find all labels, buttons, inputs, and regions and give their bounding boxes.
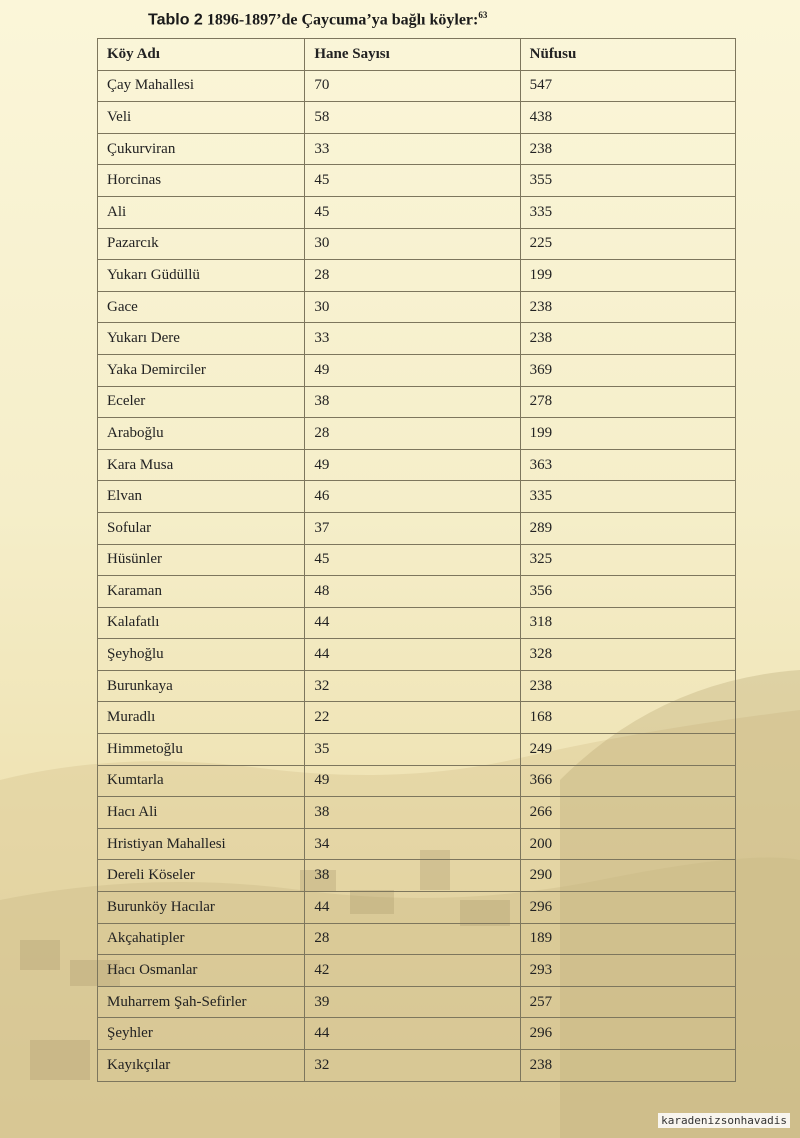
village-name-cell: Muharrem Şah-Sefirler — [98, 986, 305, 1018]
table-row — [98, 955, 736, 987]
table-row — [98, 228, 736, 260]
population-cell: 266 — [520, 797, 735, 829]
household-count-cell: 49 — [305, 354, 520, 386]
table-row — [98, 133, 736, 165]
village-name-cell: Kumtarla — [98, 765, 305, 797]
footnote-marker: 63 — [478, 10, 488, 20]
village-name-cell: Ali — [98, 196, 305, 228]
household-count-cell: 30 — [305, 291, 520, 323]
household-count-cell: 33 — [305, 323, 520, 355]
table-row — [98, 165, 736, 197]
population-cell: 328 — [520, 639, 735, 671]
village-name-cell: Sofular — [98, 512, 305, 544]
table-row — [98, 923, 736, 955]
household-count-cell: 44 — [305, 892, 520, 924]
population-cell: 238 — [520, 291, 735, 323]
village-name-cell: Kara Musa — [98, 449, 305, 481]
table-row — [98, 734, 736, 766]
village-name-cell: Akçahatipler — [98, 923, 305, 955]
village-name-cell: Karaman — [98, 576, 305, 608]
population-cell: 189 — [520, 923, 735, 955]
village-name-cell: Gace — [98, 291, 305, 323]
village-name-cell: Burunköy Hacılar — [98, 892, 305, 924]
household-count-cell: 48 — [305, 576, 520, 608]
header-village-name: Köy Adı — [98, 39, 305, 71]
household-count-cell: 28 — [305, 260, 520, 292]
header-population: Nüfusu — [520, 39, 735, 71]
population-cell: 363 — [520, 449, 735, 481]
population-cell: 199 — [520, 260, 735, 292]
table-row — [98, 892, 736, 924]
table-row — [98, 544, 736, 576]
population-cell: 290 — [520, 860, 735, 892]
village-name-cell: Yukarı Dere — [98, 323, 305, 355]
village-table — [97, 38, 736, 1082]
village-name-cell: Hacı Osmanlar — [98, 955, 305, 987]
population-cell: 318 — [520, 607, 735, 639]
table-row — [98, 607, 736, 639]
population-cell: 168 — [520, 702, 735, 734]
village-name-cell: Pazarcık — [98, 228, 305, 260]
household-count-cell: 37 — [305, 512, 520, 544]
table-row — [98, 323, 736, 355]
table-header-row — [98, 39, 736, 71]
population-cell: 296 — [520, 892, 735, 924]
village-name-cell: Elvan — [98, 481, 305, 513]
household-count-cell: 39 — [305, 986, 520, 1018]
household-count-cell: 33 — [305, 133, 520, 165]
village-name-cell: Veli — [98, 102, 305, 134]
table-row — [98, 418, 736, 450]
watermark: karadenizsonhavadis — [658, 1113, 790, 1128]
village-name-cell: Çukurviran — [98, 133, 305, 165]
table-row — [98, 765, 736, 797]
population-cell: 335 — [520, 196, 735, 228]
population-cell: 200 — [520, 828, 735, 860]
population-cell: 238 — [520, 670, 735, 702]
population-cell: 547 — [520, 70, 735, 102]
village-name-cell: Kalafatlı — [98, 607, 305, 639]
household-count-cell: 45 — [305, 544, 520, 576]
household-count-cell: 38 — [305, 386, 520, 418]
table-caption-text: 1896-1897’de Çaycuma’ya bağlı köyler: — [206, 11, 479, 29]
table-row — [98, 860, 736, 892]
household-count-cell: 49 — [305, 765, 520, 797]
population-cell: 225 — [520, 228, 735, 260]
table-row — [98, 1018, 736, 1050]
household-count-cell: 35 — [305, 734, 520, 766]
village-name-cell: Hacı Ali — [98, 797, 305, 829]
population-cell: 356 — [520, 576, 735, 608]
household-count-cell: 45 — [305, 165, 520, 197]
population-cell: 296 — [520, 1018, 735, 1050]
village-name-cell: Hristiyan Mahallesi — [98, 828, 305, 860]
village-name-cell: Çay Mahallesi — [98, 70, 305, 102]
household-count-cell: 46 — [305, 481, 520, 513]
population-cell: 238 — [520, 133, 735, 165]
household-count-cell: 22 — [305, 702, 520, 734]
village-name-cell: Muradlı — [98, 702, 305, 734]
village-name-cell: Yukarı Güdüllü — [98, 260, 305, 292]
table-row — [98, 828, 736, 860]
household-count-cell: 42 — [305, 955, 520, 987]
population-cell: 289 — [520, 512, 735, 544]
table-row — [98, 449, 736, 481]
village-name-cell: Dereli Köseler — [98, 860, 305, 892]
table-row — [98, 576, 736, 608]
household-count-cell: 38 — [305, 860, 520, 892]
table-caption — [148, 10, 487, 29]
table-row — [98, 1050, 736, 1082]
village-name-cell: Hüsünler — [98, 544, 305, 576]
table-row — [98, 702, 736, 734]
population-cell: 257 — [520, 986, 735, 1018]
household-count-cell: 44 — [305, 639, 520, 671]
household-count-cell: 34 — [305, 828, 520, 860]
household-count-cell: 28 — [305, 418, 520, 450]
household-count-cell: 32 — [305, 1050, 520, 1082]
household-count-cell: 58 — [305, 102, 520, 134]
population-cell: 438 — [520, 102, 735, 134]
population-cell: 355 — [520, 165, 735, 197]
table-row — [98, 102, 736, 134]
population-cell: 278 — [520, 386, 735, 418]
household-count-cell: 44 — [305, 1018, 520, 1050]
population-cell: 238 — [520, 1050, 735, 1082]
household-count-cell: 70 — [305, 70, 520, 102]
table-row — [98, 481, 736, 513]
population-cell: 369 — [520, 354, 735, 386]
table-row — [98, 291, 736, 323]
table-row — [98, 639, 736, 671]
village-name-cell: Burunkaya — [98, 670, 305, 702]
table-row — [98, 260, 736, 292]
village-name-cell: Kayıkçılar — [98, 1050, 305, 1082]
population-cell: 366 — [520, 765, 735, 797]
header-household-count: Hane Sayısı — [305, 39, 520, 71]
population-cell: 325 — [520, 544, 735, 576]
table-row — [98, 670, 736, 702]
household-count-cell: 30 — [305, 228, 520, 260]
table-row — [98, 386, 736, 418]
population-cell: 335 — [520, 481, 735, 513]
household-count-cell: 49 — [305, 449, 520, 481]
household-count-cell: 28 — [305, 923, 520, 955]
household-count-cell: 32 — [305, 670, 520, 702]
population-cell: 199 — [520, 418, 735, 450]
table-row — [98, 70, 736, 102]
table-row — [98, 354, 736, 386]
village-name-cell: Araboğlu — [98, 418, 305, 450]
table-caption-label: Tablo 2 — [148, 11, 203, 29]
household-count-cell: 38 — [305, 797, 520, 829]
village-name-cell: Himmetoğlu — [98, 734, 305, 766]
village-name-cell: Horcinas — [98, 165, 305, 197]
household-count-cell: 44 — [305, 607, 520, 639]
table-row — [98, 986, 736, 1018]
table-row — [98, 196, 736, 228]
population-cell: 293 — [520, 955, 735, 987]
village-name-cell: Şeyhler — [98, 1018, 305, 1050]
table-row — [98, 512, 736, 544]
village-name-cell: Eceler — [98, 386, 305, 418]
household-count-cell: 45 — [305, 196, 520, 228]
village-name-cell: Yaka Demirciler — [98, 354, 305, 386]
population-cell: 238 — [520, 323, 735, 355]
village-name-cell: Şeyhoğlu — [98, 639, 305, 671]
population-cell: 249 — [520, 734, 735, 766]
table-row — [98, 797, 736, 829]
